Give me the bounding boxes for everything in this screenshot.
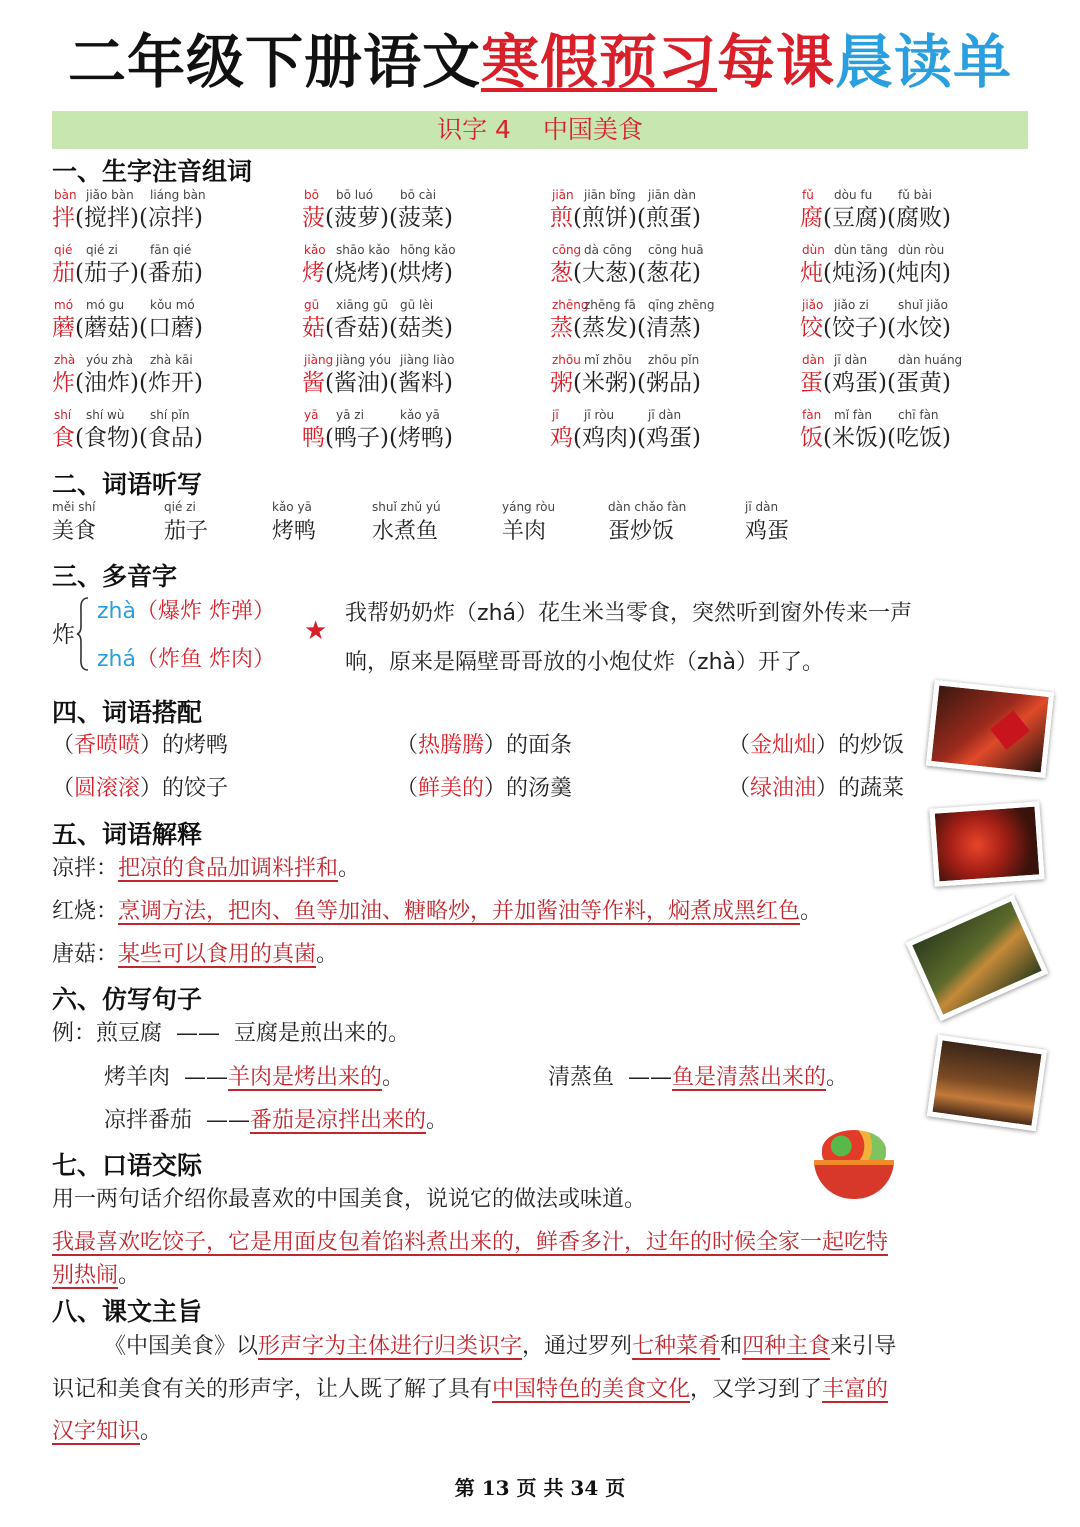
char-pinyin: zhēng xyxy=(552,298,589,312)
page-number: 第 13 页 共 34 页 xyxy=(454,1476,626,1500)
word2-pinyin: liáng bàn xyxy=(150,188,206,202)
word1-pinyin: jī ròu xyxy=(584,408,615,422)
target-char: 蒸 xyxy=(550,315,573,341)
explanation-definition: 烹调方法，把肉、鱼等加油、糖略炒，并加酱油等作料，焖煮成黑红色 xyxy=(118,899,801,924)
target-char: 煎 xyxy=(550,205,573,231)
dictation-word xyxy=(52,500,96,545)
character-entry xyxy=(550,352,790,398)
word1-pinyin: bō luó xyxy=(336,188,374,202)
reading-zha2: zhá（炸鱼 炸肉） xyxy=(97,647,275,672)
char-pinyin: shí xyxy=(54,408,72,422)
char-pinyin: jī xyxy=(552,408,559,422)
word2-pinyin: jiān dàn xyxy=(648,188,697,202)
matching-item: （金灿灿）的炒饭 xyxy=(728,733,905,758)
word1-pinyin: jiǎo bàn xyxy=(86,188,134,202)
pinyin-line xyxy=(800,407,1040,423)
target-char: 拌 xyxy=(52,205,75,231)
dictation-text: 鸡蛋 xyxy=(745,519,790,544)
brace-icon xyxy=(76,596,90,672)
word2-pinyin: chī fàn xyxy=(898,408,939,422)
pinyin-line xyxy=(302,242,542,258)
word-1: 食物 xyxy=(83,425,130,451)
oral-prompt: 用一两句话介绍你最喜欢的中国美食，说说它的做法或味道。 xyxy=(52,1187,647,1212)
imitation-example: 例：煎豆腐 —— 豆腐是煎出来的。 xyxy=(52,1021,411,1046)
dictation-pinyin: měi shí xyxy=(52,500,96,514)
character-entry xyxy=(800,407,1040,453)
matching-answer: 热腾腾 xyxy=(418,733,485,758)
pinyin-line xyxy=(800,352,1040,368)
lesson-label: 识字 4 xyxy=(437,115,511,144)
word2-pinyin: jī dàn xyxy=(648,408,682,422)
character-entry xyxy=(800,242,1040,288)
word-2: 炖肉 xyxy=(895,260,942,286)
word-1: 大葱 xyxy=(581,260,628,286)
character-entry xyxy=(800,187,1040,233)
char-words: 粥(米粥)(粥品) xyxy=(550,370,701,396)
dictation-text: 羊肉 xyxy=(502,519,547,544)
polyphone-char: 炸 xyxy=(52,622,75,648)
polyphone-sentence-1: 我帮奶奶炸（zhá）花生米当零食，突然听到窗外传来一声 xyxy=(345,601,913,626)
pinyin-line xyxy=(800,187,1040,203)
target-char: 饭 xyxy=(800,425,823,451)
dictation-pinyin: shuǐ zhǔ yú xyxy=(372,500,441,514)
section-heading-3: 三、多音字 xyxy=(52,562,178,591)
word-2: 葱花 xyxy=(645,260,692,286)
word2-pinyin: fǔ bài xyxy=(898,188,932,202)
word-1: 豆腐 xyxy=(831,205,878,231)
char-pinyin: zhà xyxy=(54,353,76,367)
pinyin-line xyxy=(302,407,542,423)
char-pinyin: dùn xyxy=(802,243,825,257)
character-entry xyxy=(302,407,542,453)
char-pinyin: qié xyxy=(54,243,73,257)
word-2: 食品 xyxy=(147,425,194,451)
dictation-pinyin: kǎo yā xyxy=(272,500,312,514)
word2-pinyin: fān qié xyxy=(150,243,192,257)
dictation-pinyin: jī dàn xyxy=(745,500,779,514)
char-words: 蛋(鸡蛋)(蛋黄) xyxy=(800,370,951,396)
char-pinyin: bō xyxy=(304,188,319,202)
dictation-text: 茄子 xyxy=(164,519,209,544)
hotpot-icon xyxy=(812,1122,898,1200)
word2-pinyin: shí pǐn xyxy=(150,408,190,422)
dictation-word xyxy=(608,500,686,545)
word-2: 菠菜 xyxy=(397,205,444,231)
word2-pinyin: cōng huā xyxy=(648,243,704,257)
theme-line-1: 《中国美食》以形声字为主体进行归类识字，通过罗列七种菜肴和四种主食来引导 xyxy=(104,1334,897,1359)
matching-item: （热腾腾）的面条 xyxy=(396,733,573,758)
char-words: 炸(油炸)(炸开) xyxy=(52,370,203,396)
character-entry xyxy=(52,352,292,398)
word1-pinyin: jiàng yóu xyxy=(336,353,392,367)
word2-pinyin: zhōu pǐn xyxy=(648,353,700,367)
word2-pinyin: kǒu mó xyxy=(150,298,195,312)
character-entry xyxy=(302,187,542,233)
lesson-name: 中国美食 xyxy=(542,115,643,144)
char-pinyin: fàn xyxy=(802,408,822,422)
char-words: 菠(菠萝)(菠菜) xyxy=(302,205,453,231)
word2-pinyin: qīng zhēng xyxy=(648,298,715,312)
character-entry xyxy=(52,242,292,288)
target-char: 蘑 xyxy=(52,315,75,341)
word2-pinyin: bō cài xyxy=(400,188,437,202)
oral-answer-line-2: 别热闹。 xyxy=(52,1263,141,1288)
dictation-pinyin: qié zi xyxy=(164,500,196,514)
target-char: 蛋 xyxy=(800,370,823,396)
pinyin-line xyxy=(302,352,542,368)
dictation-text: 蛋炒饭 xyxy=(608,519,675,544)
char-pinyin: kǎo xyxy=(304,243,326,257)
matching-item: （香喷喷）的烤鸭 xyxy=(52,733,229,758)
polyphone-sentence-2: 响，原来是隔壁哥哥放的小炮仗炸（zhà）开了。 xyxy=(345,650,825,675)
char-words: 酱(酱油)(酱料) xyxy=(302,370,453,396)
char-pinyin: zhōu xyxy=(552,353,581,367)
target-char: 鸭 xyxy=(302,425,325,451)
target-char: 饺 xyxy=(800,315,823,341)
character-entry xyxy=(550,297,790,343)
word1-pinyin: dùn tāng xyxy=(834,243,888,257)
word-1: 鸡肉 xyxy=(581,425,628,451)
word2-pinyin: shuǐ jiǎo xyxy=(898,298,948,312)
word1-pinyin: jī dàn xyxy=(834,353,868,367)
character-entry xyxy=(800,297,1040,343)
word-1: 煎饼 xyxy=(581,205,628,231)
section-heading-4: 四、词语搭配 xyxy=(52,698,203,727)
character-entry xyxy=(52,187,292,233)
dictation-word xyxy=(372,500,441,545)
explanation-item: 凉拌：把凉的食品加调料拌和。 xyxy=(52,856,361,881)
word-2: 粥品 xyxy=(645,370,692,396)
target-char: 腐 xyxy=(800,205,823,231)
char-words: 煎(煎饼)(煎蛋) xyxy=(550,205,701,231)
character-entry xyxy=(550,242,790,288)
explanation-term: 凉拌： xyxy=(52,856,119,881)
page-title: 二年级下册语文寒假预习每课晨读单 xyxy=(67,28,1013,96)
char-pinyin: jiǎo xyxy=(802,298,824,312)
section-heading-8: 八、课文主旨 xyxy=(52,1297,203,1326)
word-1: 搅拌 xyxy=(83,205,130,231)
word-2: 腐败 xyxy=(895,205,942,231)
word1-pinyin: dòu fu xyxy=(834,188,873,202)
word-1: 蒸发 xyxy=(581,315,628,341)
char-pinyin: dàn xyxy=(802,353,825,367)
word-1: 鸭子 xyxy=(333,425,380,451)
matching-answer: 鲜美的 xyxy=(418,776,485,801)
target-char: 食 xyxy=(52,425,75,451)
word1-pinyin: mó gu xyxy=(86,298,125,312)
star-icon: ★ xyxy=(304,616,328,646)
dictation-word xyxy=(164,500,208,545)
word-1: 炖汤 xyxy=(831,260,878,286)
pinyin-line xyxy=(302,297,542,313)
character-entry xyxy=(550,407,790,453)
word-2: 凉拌 xyxy=(147,205,194,231)
word2-pinyin: dùn ròu xyxy=(898,243,945,257)
reading-zha4: zhà（爆炸 炸弹） xyxy=(97,599,275,624)
word-2: 水饺 xyxy=(895,315,942,341)
word-2: 鸡蛋 xyxy=(645,425,692,451)
pinyin-line xyxy=(52,297,292,313)
word1-pinyin: jiān bǐng xyxy=(584,188,636,202)
target-char: 菇 xyxy=(302,315,325,341)
word-2: 清蒸 xyxy=(645,315,692,341)
pinyin-line xyxy=(550,297,790,313)
pinyin-line xyxy=(550,352,790,368)
matching-answer: 金灿灿 xyxy=(750,733,817,758)
word-2: 炸开 xyxy=(147,370,194,396)
pinyin-line xyxy=(52,242,292,258)
word-2: 酱料 xyxy=(397,370,444,396)
word-1: 米粥 xyxy=(581,370,628,396)
pinyin-line xyxy=(550,242,790,258)
char-words: 鸭(鸭子)(烤鸭) xyxy=(302,425,453,451)
character-entry xyxy=(52,407,292,453)
char-words: 鸡(鸡肉)(鸡蛋) xyxy=(550,425,701,451)
word-1: 茄子 xyxy=(83,260,130,286)
target-char: 烤 xyxy=(302,260,325,286)
dictation-pinyin: yáng ròu xyxy=(502,500,556,514)
section-heading-5: 五、词语解释 xyxy=(52,820,203,849)
target-char: 茄 xyxy=(52,260,75,286)
explanation-term: 红烧： xyxy=(52,899,119,924)
character-entry xyxy=(52,297,292,343)
char-pinyin: bàn xyxy=(54,188,77,202)
explanation-term: 唐菇： xyxy=(52,942,119,967)
word-1: 油炸 xyxy=(83,370,130,396)
word1-pinyin: qié zi xyxy=(86,243,118,257)
food-photo-3 xyxy=(906,895,1049,1022)
word-2: 番茄 xyxy=(147,260,194,286)
target-char: 炖 xyxy=(800,260,823,286)
char-pinyin: yā xyxy=(304,408,319,422)
section-heading-2: 二、词语听写 xyxy=(52,470,203,499)
word1-pinyin: jiǎo zi xyxy=(834,298,869,312)
word-2: 煎蛋 xyxy=(645,205,692,231)
char-words: 食(食物)(食品) xyxy=(52,425,203,451)
char-words: 茄(茄子)(番茄) xyxy=(52,260,203,286)
imitation-item-2: 清蒸鱼 ——鱼是清蒸出来的。 xyxy=(548,1065,849,1090)
word-2: 菇类 xyxy=(397,315,444,341)
pinyin-line xyxy=(52,352,292,368)
char-pinyin: gū xyxy=(304,298,320,312)
dictation-pinyin: dàn chǎo fàn xyxy=(608,500,687,514)
word-1: 米饭 xyxy=(831,425,878,451)
theme-line-2: 识记和美食有关的形声字，让人既了解了具有中国特色的美食文化，又学习到了丰富的 xyxy=(52,1377,889,1402)
word2-pinyin: kǎo yā xyxy=(400,408,440,422)
word2-pinyin: gū lèi xyxy=(400,298,434,312)
section-heading-6: 六、仿写句子 xyxy=(52,985,203,1014)
char-pinyin: mó xyxy=(54,298,74,312)
word-2: 口蘑 xyxy=(147,315,194,341)
word-1: 鸡蛋 xyxy=(831,370,878,396)
section-heading-7: 七、口语交际 xyxy=(52,1151,203,1180)
explanation-item: 红烧：烹调方法，把肉、鱼等加油、糖略炒，并加酱油等作料，焖煮成黑红色。 xyxy=(52,899,823,924)
pinyin-line xyxy=(800,242,1040,258)
target-char: 鸡 xyxy=(550,425,573,451)
food-photo-2 xyxy=(929,801,1044,886)
section-heading-1: 一、生字注音组词 xyxy=(52,157,253,186)
dictation-word xyxy=(502,500,555,545)
word-1: 菠萝 xyxy=(333,205,380,231)
word2-pinyin: zhà kāi xyxy=(150,353,193,367)
char-words: 蘑(蘑菇)(口蘑) xyxy=(52,315,203,341)
char-pinyin: jiàng xyxy=(304,353,334,367)
word-1: 饺子 xyxy=(831,315,878,341)
word1-pinyin: shāo kǎo xyxy=(336,243,391,257)
pinyin-line xyxy=(800,297,1040,313)
word1-pinyin: mǐ fàn xyxy=(834,408,873,422)
word1-pinyin: xiāng gū xyxy=(336,298,389,312)
word1-pinyin: zhēng fā xyxy=(584,298,636,312)
char-pinyin: fǔ xyxy=(802,188,814,202)
lantern-icon xyxy=(990,711,1030,750)
char-pinyin: cōng xyxy=(552,243,582,257)
character-entry xyxy=(302,352,542,398)
target-char: 酱 xyxy=(302,370,325,396)
word2-pinyin: hōng kǎo xyxy=(400,243,456,257)
word1-pinyin: yóu zhà xyxy=(86,353,134,367)
word-2: 烘烤 xyxy=(397,260,444,286)
target-char: 葱 xyxy=(550,260,573,286)
explanation-item: 唐菇：某些可以食用的真菌。 xyxy=(52,942,339,967)
matching-item: （绿油油）的蔬菜 xyxy=(728,776,905,801)
word-2: 蛋黄 xyxy=(895,370,942,396)
pinyin-line xyxy=(52,187,292,203)
pinyin-line xyxy=(302,187,542,203)
pinyin-line xyxy=(52,407,292,423)
lesson-banner xyxy=(52,111,1028,149)
matching-answer: 绿油油 xyxy=(750,776,817,801)
dictation-text: 水煮鱼 xyxy=(372,519,439,544)
char-words: 烤(烧烤)(烘烤) xyxy=(302,260,453,286)
matching-item: （圆滚滚）的饺子 xyxy=(52,776,229,801)
imitation-item-3: 凉拌番茄 ——番茄是凉拌出来的。 xyxy=(104,1108,449,1133)
word1-pinyin: yā zi xyxy=(336,408,364,422)
explanation-definition: 把凉的食品加调料拌和 xyxy=(118,856,339,881)
theme-line-3: 汉字知识。 xyxy=(52,1419,163,1444)
word1-pinyin: shí wù xyxy=(86,408,125,422)
pinyin-line xyxy=(550,187,790,203)
char-words: 饭(米饭)(吃饭) xyxy=(800,425,951,451)
food-photo-4 xyxy=(927,1035,1047,1132)
matching-answer: 圆滚滚 xyxy=(74,776,141,801)
char-words: 菇(香菇)(菇类) xyxy=(302,315,453,341)
target-char: 炸 xyxy=(52,370,75,396)
dictation-word xyxy=(745,500,789,545)
char-words: 饺(饺子)(水饺) xyxy=(800,315,951,341)
word1-pinyin: dà cōng xyxy=(584,243,632,257)
char-words: 蒸(蒸发)(清蒸) xyxy=(550,315,701,341)
char-pinyin: jiān xyxy=(552,188,574,202)
char-words: 葱(大葱)(葱花) xyxy=(550,260,701,286)
target-char: 菠 xyxy=(302,205,325,231)
word-2: 吃饭 xyxy=(895,425,942,451)
matching-answer: 香喷喷 xyxy=(74,733,141,758)
char-words: 炖(炖汤)(炖肉) xyxy=(800,260,951,286)
dictation-word xyxy=(272,500,316,545)
word2-pinyin: dàn huáng xyxy=(898,353,963,367)
character-entry xyxy=(550,187,790,233)
oral-answer-line-1: 我最喜欢吃饺子，它是用面皮包着馅料煮出来的，鲜香多汁，过年的时候全家一起吃特 xyxy=(52,1230,889,1255)
pinyin-line xyxy=(550,407,790,423)
word1-pinyin: mǐ zhōu xyxy=(584,353,632,367)
char-words: 拌(搅拌)(凉拌) xyxy=(52,205,203,231)
matching-item: （鲜美的）的汤羹 xyxy=(396,776,573,801)
word-2: 烤鸭 xyxy=(397,425,444,451)
character-entry xyxy=(302,242,542,288)
word2-pinyin: jiàng liào xyxy=(400,353,455,367)
food-photo-1 xyxy=(926,680,1054,778)
dictation-text: 美食 xyxy=(52,519,97,544)
imitation-item-1: 烤羊肉 ——羊肉是烤出来的。 xyxy=(104,1065,405,1090)
character-entry xyxy=(302,297,542,343)
character-entry xyxy=(800,352,1040,398)
word-1: 烧烤 xyxy=(333,260,380,286)
explanation-definition: 某些可以食用的真菌 xyxy=(118,942,317,967)
target-char: 粥 xyxy=(550,370,573,396)
word-1: 香菇 xyxy=(333,315,380,341)
dictation-text: 烤鸭 xyxy=(272,519,317,544)
word-1: 酱油 xyxy=(333,370,380,396)
char-words: 腐(豆腐)(腐败) xyxy=(800,205,951,231)
word-1: 蘑菇 xyxy=(83,315,130,341)
